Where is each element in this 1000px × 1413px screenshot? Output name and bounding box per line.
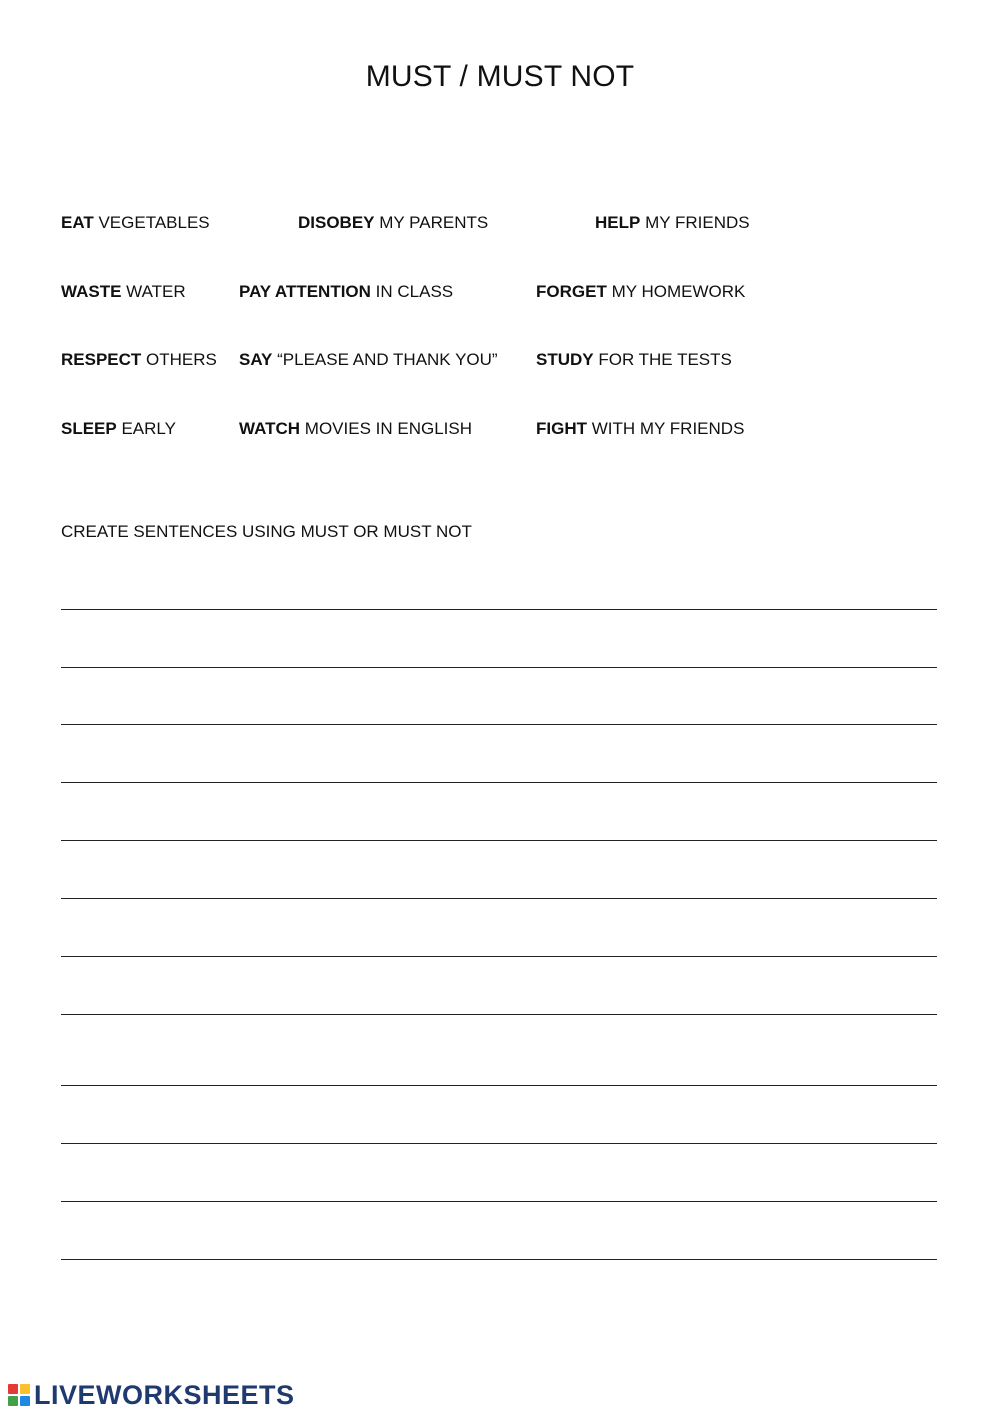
answer-line-2[interactable]: [61, 640, 937, 668]
answer-line-9[interactable]: [61, 1058, 937, 1086]
phrase-verb: RESPECT: [61, 350, 142, 369]
phrase-fight-friends: [536, 419, 744, 439]
logo-block-yellow: [20, 1384, 30, 1394]
answer-line-6[interactable]: [61, 871, 937, 899]
phrase-disobey-parents: [298, 213, 488, 233]
phrase-respect-others: [61, 350, 217, 370]
phrase-verb: WASTE: [61, 282, 122, 301]
phrase-sleep-early: [61, 419, 176, 439]
phrase-rest: MY FRIENDS: [640, 213, 750, 232]
phrase-forget-homework: [536, 282, 745, 302]
phrase-rest: OTHERS: [141, 350, 217, 369]
answer-line-1[interactable]: [61, 582, 937, 610]
phrase-rest: WATER: [121, 282, 186, 301]
phrase-verb: FIGHT: [536, 419, 587, 438]
logo-block-green: [8, 1396, 18, 1406]
phrase-rest: MY HOMEWORK: [606, 282, 746, 301]
phrase-verb: STUDY: [536, 350, 594, 369]
phrase-rest: MY PARENTS: [374, 213, 489, 232]
logo-blocks-icon: [8, 1384, 30, 1406]
answer-line-8[interactable]: [61, 987, 937, 1015]
worksheet-title: MUST / MUST NOT: [365, 60, 635, 93]
phrase-study-tests: [536, 350, 732, 370]
phrase-verb: DISOBEY: [298, 213, 375, 232]
logo-text: LIVEWORKSHEETS: [34, 1379, 295, 1410]
phrase-rest: FOR THE TESTS: [593, 350, 732, 369]
phrase-say-please: [239, 350, 498, 370]
phrase-rest: IN CLASS: [370, 282, 454, 301]
phrase-verb: HELP: [595, 213, 641, 232]
liveworksheets-logo: [8, 1380, 295, 1410]
phrase-pay-attention: [239, 282, 453, 302]
phrase-verb: SAY: [239, 350, 273, 369]
phrase-rest: VEGETABLES: [93, 213, 210, 232]
logo-block-blue: [20, 1396, 30, 1406]
answer-line-10[interactable]: [61, 1116, 937, 1144]
answer-line-5[interactable]: [61, 813, 937, 841]
answer-line-4[interactable]: [61, 755, 937, 783]
phrase-waste-water: [61, 282, 186, 302]
phrase-eat-vegetables: [61, 213, 210, 233]
phrase-verb: SLEEP: [61, 419, 117, 438]
phrase-help-friends: [595, 213, 750, 233]
logo-block-red: [8, 1384, 18, 1394]
answer-line-3[interactable]: [61, 697, 937, 725]
phrase-verb: PAY ATTENTION: [239, 282, 371, 301]
answer-line-12[interactable]: [61, 1232, 937, 1260]
phrase-rest: WITH MY FRIENDS: [587, 419, 745, 438]
answer-line-7[interactable]: [61, 929, 937, 957]
phrase-rest: “PLEASE AND THANK YOU”: [272, 350, 498, 369]
phrase-rest: MOVIES IN ENGLISH: [300, 419, 472, 438]
phrase-rest: EARLY: [116, 419, 176, 438]
phrase-verb: EAT: [61, 213, 94, 232]
instruction-text: CREATE SENTENCES USING MUST OR MUST NOT: [61, 522, 472, 541]
phrase-verb: WATCH: [239, 419, 301, 438]
answer-line-11[interactable]: [61, 1174, 937, 1202]
phrase-verb: FORGET: [536, 282, 607, 301]
phrase-watch-movies: [239, 419, 472, 439]
